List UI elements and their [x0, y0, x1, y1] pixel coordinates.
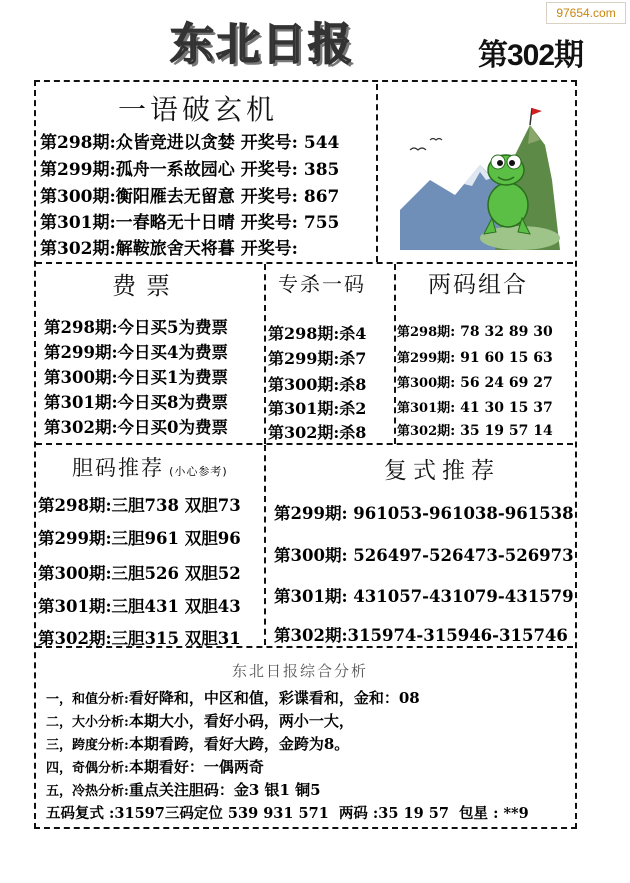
riddle-title: 一语破玄机	[118, 93, 279, 126]
feepiao-title: 费票	[112, 272, 180, 300]
site-watermark[interactable]: 97654.com	[546, 2, 626, 24]
divider	[36, 262, 573, 264]
dan-row: 第298期:三胆738 双胆73	[38, 496, 241, 515]
feepiao-row: 第298期:今日买5为费票	[44, 318, 229, 337]
combo-row: 第298期: 78 32 89 30	[397, 324, 553, 340]
combo-row: 第301期: 41 30 15 37	[397, 400, 553, 416]
summary-footer: 五码复式 :31597三码定位 539 931 571 两码 :35 19 57 包星 : **9	[46, 805, 529, 822]
dan-title: 胆码推荐	[72, 456, 164, 480]
divider	[394, 264, 396, 444]
analysis-row: 一，和值分析:看好降和，中区和值，彩谍看和，金和：08	[46, 689, 420, 707]
kill-row: 第300期:杀8	[268, 375, 367, 394]
feepiao-row: 第300期:今日买1为费票	[44, 368, 229, 387]
fushi-row: 第300期: 526497-526473-526973	[274, 546, 574, 565]
feepiao-row: 第301期:今日买8为费票	[44, 393, 229, 412]
analysis-row: 四，奇偶分析:本期看好：一偶两奇	[46, 758, 264, 776]
kill-row: 第298期:杀4	[268, 324, 367, 343]
fushi-row: 第301期: 431057-431079-431579	[274, 587, 574, 606]
issue-number: 第302期	[478, 39, 584, 72]
kill-title: 专杀一码	[278, 272, 366, 296]
analysis-row: 二，大小分析:本期大小，看好小码，两小一大，	[46, 712, 354, 730]
fushi-row: 第302期:315974-315946-315746	[274, 626, 568, 645]
analysis-row: 三，跨度分析:本期看跨，看好大跨，金跨为8。	[46, 735, 350, 753]
fushi-row: 第299期: 961053-961038-961538	[274, 504, 574, 523]
divider	[264, 264, 266, 444]
divider	[264, 445, 266, 645]
newspaper-title: 东北日报	[170, 19, 354, 70]
divider	[36, 443, 573, 445]
feepiao-row: 第302期:今日买0为费票	[44, 418, 229, 437]
divider	[376, 84, 378, 262]
kill-row: 第302期:杀8	[268, 423, 367, 442]
dan-row: 第302期:三胆315 双胆31	[38, 629, 241, 648]
riddle-row: 第299期:孤舟一系故园心 开奖号: 385	[40, 160, 340, 180]
fushi-title: 复式推荐	[384, 458, 500, 484]
kill-row: 第299期:杀7	[268, 349, 367, 368]
dan-row: 第300期:三胆526 双胆52	[38, 564, 241, 583]
dan-header	[72, 452, 228, 482]
combo-title: 两码组合	[428, 272, 528, 298]
dan-row: 第301期:三胆431 双胆43	[38, 597, 241, 616]
combo-row: 第299期: 91 60 15 63	[397, 350, 553, 366]
riddle-row: 第298期:众皆竞进以贪婪 开奖号: 544	[40, 133, 340, 153]
combo-row: 第302期: 35 19 57 14	[397, 423, 553, 439]
dan-note: (小心参考)	[169, 465, 228, 478]
riddle-row: 第302期:解鞍旅舍天将暮 开奖号:	[40, 239, 298, 259]
frog-mountain-illustration	[400, 100, 560, 250]
dan-row: 第299期:三胆961 双胆96	[38, 529, 241, 548]
feepiao-row: 第299期:今日买4为费票	[44, 343, 229, 362]
riddle-row: 第301期:一春略无十日晴 开奖号: 755	[40, 213, 340, 233]
riddle-row: 第300期:衡阳雁去无留意 开奖号: 867	[40, 187, 340, 207]
analysis-row: 五，冷热分析:重点关注胆码：金3 银1 铜5	[46, 781, 321, 799]
kill-row: 第301期:杀2	[268, 399, 367, 418]
analysis-title: 东北日报综合分析	[232, 662, 369, 680]
combo-row: 第300期: 56 24 69 27	[397, 375, 553, 391]
